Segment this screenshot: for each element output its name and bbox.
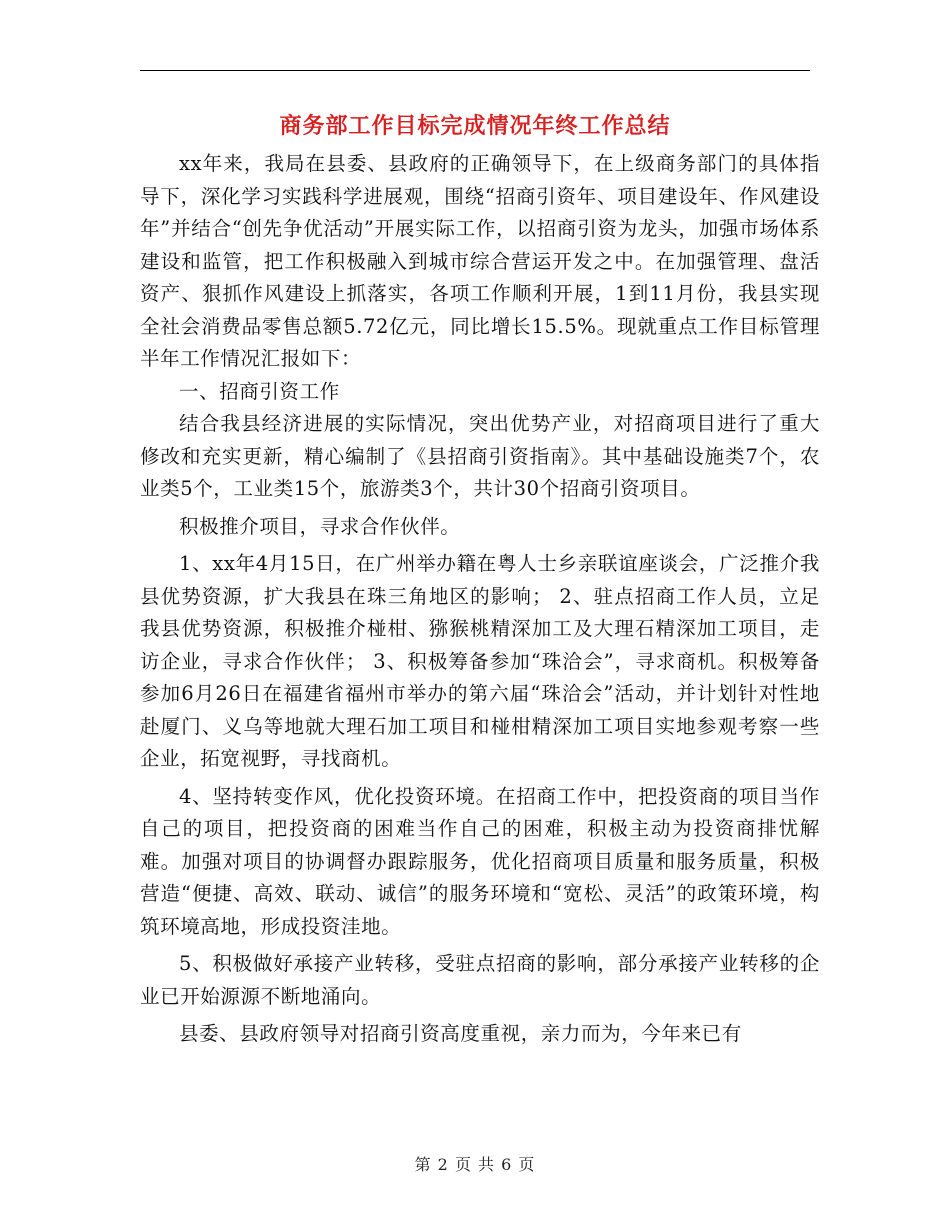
paragraph: 1、xx年4月15日，在广州举办籍在粤人士乡亲联谊座谈会，广泛推介我县优势资源，扩大我县在珠三角地区的影响； 2、驻点招商工作人员，立足我县优势资源，积极推介椪柑、猕猴桃精深加工及大理石精深加工项目，走访企业，寻求合作伙伴； 3、积极筹备参加“珠洽会”，寻求商机。积极筹备参加6月26日在福建省福州市举办的第六届“珠洽会”活动，并计划针对性地赴厦门、义乌等地就大理石加工项目和椪柑精深加工项目实地参观考察一些企业，拓宽视野，寻找商机。 <box>140 552 820 770</box>
document-title: 商务部工作目标完成情况年终工作总结 <box>279 113 671 139</box>
paragraph: 县委、县政府领导对招商引资高度重视，亲力而为，今年来已有 <box>179 1022 742 1045</box>
section-heading: 一、招商引资工作 <box>179 379 340 403</box>
header-rule <box>140 70 810 71</box>
paragraph: 积极推介项目，寻求合作伙伴。 <box>179 514 461 538</box>
document-body <box>140 148 820 1051</box>
paragraph: 5、积极做好承接产业转移，受驻点招商的影响，部分承接产业转移的企业已开始源源不断地涌向。 <box>140 952 820 1008</box>
paragraph: 4、坚持转变作风，优化投资环境。在招商工作中，把投资商的项目当作自己的项目，把投资商的困难当作自己的困难，积极主动为投资商排忧解难。加强对项目的协调督办跟踪服务，优化招商项目质量和服务质量，积极营造“便捷、高效、联动、诚信”的服务环境和“宽松、灵活”的政策环境，构筑环境高地，形成投资洼地。 <box>140 784 820 938</box>
paragraph-intro: xx年来，我局在县委、县政府的正确领导下，在上级商务部门的具体指导下，深化学习实践科学进展观，围绕“招商引资年、项目建设年、作风建设年”并结合“创先争优活动”开展实际工作，以招商引资为龙头，加强市场体系建设和监管，把工作积极融入到城市综合营运开发之中。在加强管理、盘活资产、狠抓作风建设上抓落实，各项工作顺利开展，1到11月份，我县实现全社会消费品零售总额5.72亿元，同比增长15.5%。现就重点工作目标管理半年工作情况汇报如下： <box>140 152 820 370</box>
page-number-footer: 第 2 页 共 6 页 <box>414 1155 536 1174</box>
paragraph: 结合我县经济进展的实际情况，突出优势产业，对招商项目进行了重大修改和充实更新，精心编制了《县招商引资指南》。其中基础设施类7个，农业类5个，工业类15个，旅游类3个，共计30个招商引资项目。 <box>140 412 820 500</box>
